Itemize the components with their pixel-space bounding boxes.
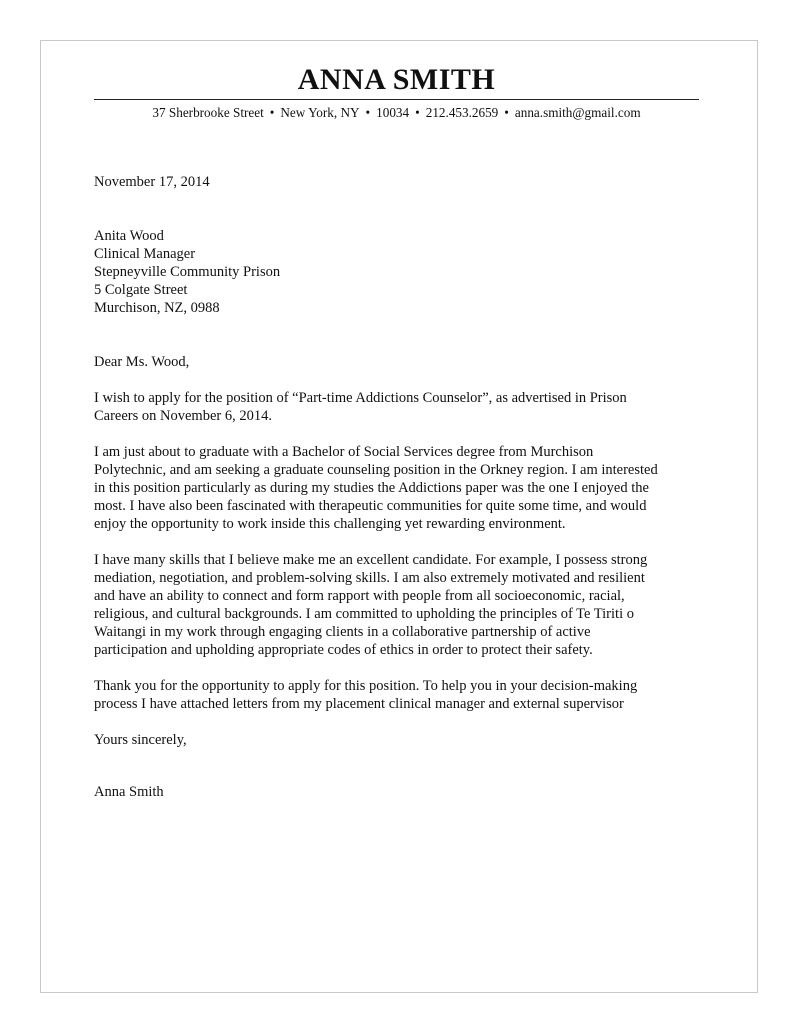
recipient-city: Murchison, NZ, 0988 (94, 300, 220, 316)
recipient-title: Clinical Manager (94, 246, 196, 262)
paragraph-line: and have an ability to connect and form rapport with people from all socioeconomic, racial, (94, 588, 625, 604)
contact-separator: • (269, 105, 275, 120)
paragraph-line: religious, and cultural backgrounds. I am committed to upholding the principles of Te Tiriti o (94, 606, 634, 622)
closing: Yours sincerely, (94, 732, 187, 748)
contact-phone: 212.453.2659 (425, 105, 499, 120)
paragraph-line: I am just about to graduate with a Bachelor of Social Services degree from Murchison (94, 444, 594, 460)
paragraph-line: process I have attached letters from my placement clinical manager and external supervisor (94, 696, 624, 712)
paragraph-line: Thank you for the opportunity to apply for this position. To help you in your decision-making (94, 678, 638, 694)
contact-separator: • (415, 105, 420, 120)
body-paragraph-4 (94, 677, 699, 713)
contact-separator: • (504, 105, 509, 120)
body-paragraph-2 (94, 443, 699, 533)
body-paragraph-1 (94, 389, 699, 425)
contact-zip: 10034 (376, 105, 410, 120)
paragraph-line: I have many skills that I believe make me an excellent candidate. For example, I possess strong (94, 552, 648, 568)
recipient-name: Anita Wood (94, 228, 164, 244)
paragraph-line: most. I have also been fascinated with therapeutic communities for quite some time, and would (94, 498, 647, 514)
cover-letter (94, 62, 699, 801)
header-rule (94, 99, 699, 100)
paragraph-line: enjoy the opportunity to work inside this challenging yet rewarding environment. (94, 516, 566, 532)
contact-street: 37 Sherbrooke Street (152, 105, 264, 120)
paragraph-line: mediation, negotiation, and problem-solving skills. I am also extremely motivated and resilient (94, 570, 645, 586)
paragraph-line: Polytechnic, and am seeking a graduate counseling position in the Orkney region. I am interested (94, 462, 658, 478)
paragraph-line: Waitangi in my work through engaging clients in a collaborative partnership of active (94, 624, 591, 640)
contact-separator: • (365, 105, 371, 120)
letter-date: November 17, 2014 (94, 174, 210, 190)
recipient-organization: Stepneyville Community Prison (94, 264, 281, 280)
recipient-address (94, 227, 699, 317)
paragraph-line: in this position particularly as during my studies the Addictions paper was the one I enjoyed the (94, 480, 649, 496)
paragraph-line: I wish to apply for the position of “Part-time Addictions Counselor”, as advertised in Prison (94, 390, 627, 406)
contact-line (94, 104, 699, 121)
paragraph-line: participation and upholding appropriate codes of ethics in order to protect their safety. (94, 642, 593, 658)
signature-name: Anna Smith (94, 784, 164, 800)
salutation: Dear Ms. Wood, (94, 354, 190, 370)
recipient-street: 5 Colgate Street (94, 282, 188, 298)
applicant-name: ANNA SMITH (297, 63, 496, 96)
contact-city: New York, NY (280, 105, 360, 120)
contact-email: anna.smith@gmail.com (514, 105, 641, 120)
paragraph-line: Careers on November 6, 2014. (94, 408, 272, 424)
body-paragraph-3 (94, 551, 699, 659)
